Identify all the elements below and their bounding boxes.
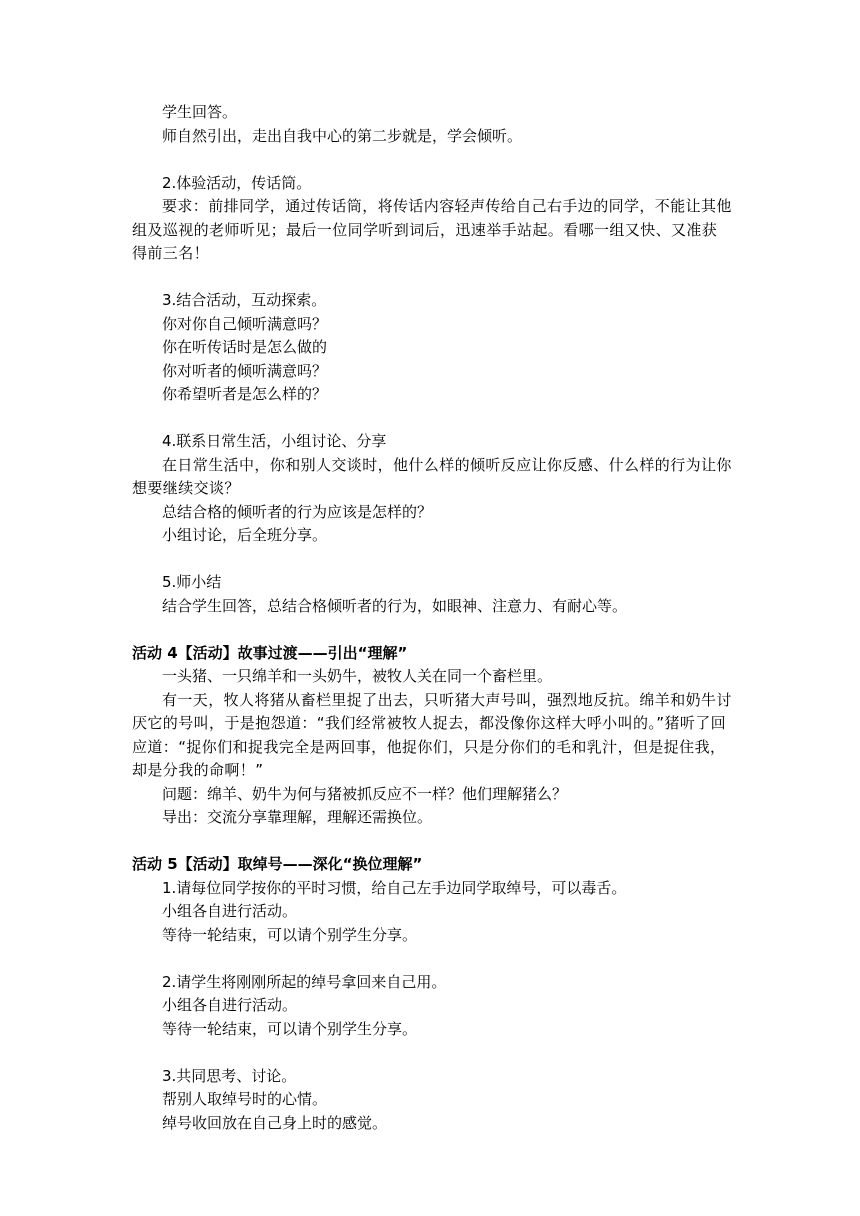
blank-line <box>132 618 732 642</box>
section-title: 5.师小结 <box>162 573 222 591</box>
blank-line <box>132 407 732 431</box>
paragraph: 一头猪、一只绵羊和一头奶牛，被牧人关在同一个畜栏里。 <box>162 667 553 685</box>
section-title: 3.结合活动，互动探索。 <box>162 291 327 309</box>
paragraph: 绰号收回放在自己身上时的感觉。 <box>162 1113 388 1132</box>
activity-heading: 活动 5【活动】取绰号——深化“换位理解” <box>132 855 423 873</box>
paragraph: 总结合格的倾听者的行为应该是怎样的？ <box>162 502 433 521</box>
paragraph: 小组讨论，后全班分享。 <box>162 526 328 544</box>
activity-heading: 活动 4【活动】故事过渡——引出“理解” <box>132 643 408 662</box>
paragraph: 要求：前排同学，通过传话筒，将传话内容轻声传给自己右手边的同学，不能让其他组及巡视的老师听见；最后一位同学听到词后，迅速举手站起。看哪一组又快、又准获得前三名！ <box>132 197 732 262</box>
section-title: 4.联系日常生活，小组讨论、分享 <box>162 432 387 450</box>
blank-line <box>132 947 732 971</box>
paragraph: 等待一轮结束，可以请个别学生分享。 <box>162 1019 418 1038</box>
document-body <box>132 101 732 1135</box>
paragraph: 学生回答。 <box>162 103 238 121</box>
section-title: 2.体验活动，传话筒。 <box>162 173 312 192</box>
blank-line <box>132 266 732 290</box>
paragraph: 有一天，牧人将猪从畜栏里捉了出去，只听猪大声号叫，强烈地反抗。绵羊和奶牛讨厌它的号叫，于是抱怨道：“我们经常被牧人捉去，都没像你这样大呼小叫的。”猪听了回应道：“捉你们和捉我完全是两回事，他捉你们，只是分你们的毛和乳汁，但是捉住我，却是分我的命啊！” <box>132 690 732 779</box>
section-title: 2.请学生将刚刚所起的绰号拿回来自己用。 <box>162 972 447 991</box>
section-title: 3.共同思考、讨论。 <box>162 1066 297 1085</box>
paragraph: 帮别人取绰号时的心情。 <box>162 1090 328 1108</box>
question-line: 你希望听者是怎么样的？ <box>162 385 328 403</box>
paragraph: 等待一轮结束，可以请个别学生分享。 <box>162 925 418 944</box>
question-line: 你对你自己倾听满意吗？ <box>162 314 328 333</box>
question-line: 你在听传话时是怎么做的 <box>162 338 328 356</box>
blank-line <box>132 148 732 172</box>
paragraph: 小组各自进行活动。 <box>162 902 298 920</box>
section-title: 1.请每位同学按你的平时习惯，给自己左手边同学取绰号，可以毒舌。 <box>162 878 627 897</box>
blank-line <box>132 1041 732 1065</box>
paragraph: 师自然引出，走出自我中心的第二步就是，学会倾听。 <box>162 126 523 145</box>
question-line: 你对听者的倾听满意吗？ <box>162 361 328 380</box>
blank-line <box>132 830 732 854</box>
paragraph: 在日常生活中，你和别人交谈时，他什么样的倾听反应让你反感、什么样的行为让你想要继续交谈？ <box>132 455 732 497</box>
blank-line <box>132 548 732 572</box>
paragraph: 结合学生回答，总结合格倾听者的行为，如眼神、注意力、有耐心等。 <box>162 596 628 615</box>
paragraph: 导出：交流分享靠理解，理解还需换位。 <box>162 808 433 826</box>
paragraph: 小组各自进行活动。 <box>162 996 298 1014</box>
paragraph: 问题：绵羊、奶牛为何与猪被抓反应不一样？他们理解猪么？ <box>162 784 568 803</box>
